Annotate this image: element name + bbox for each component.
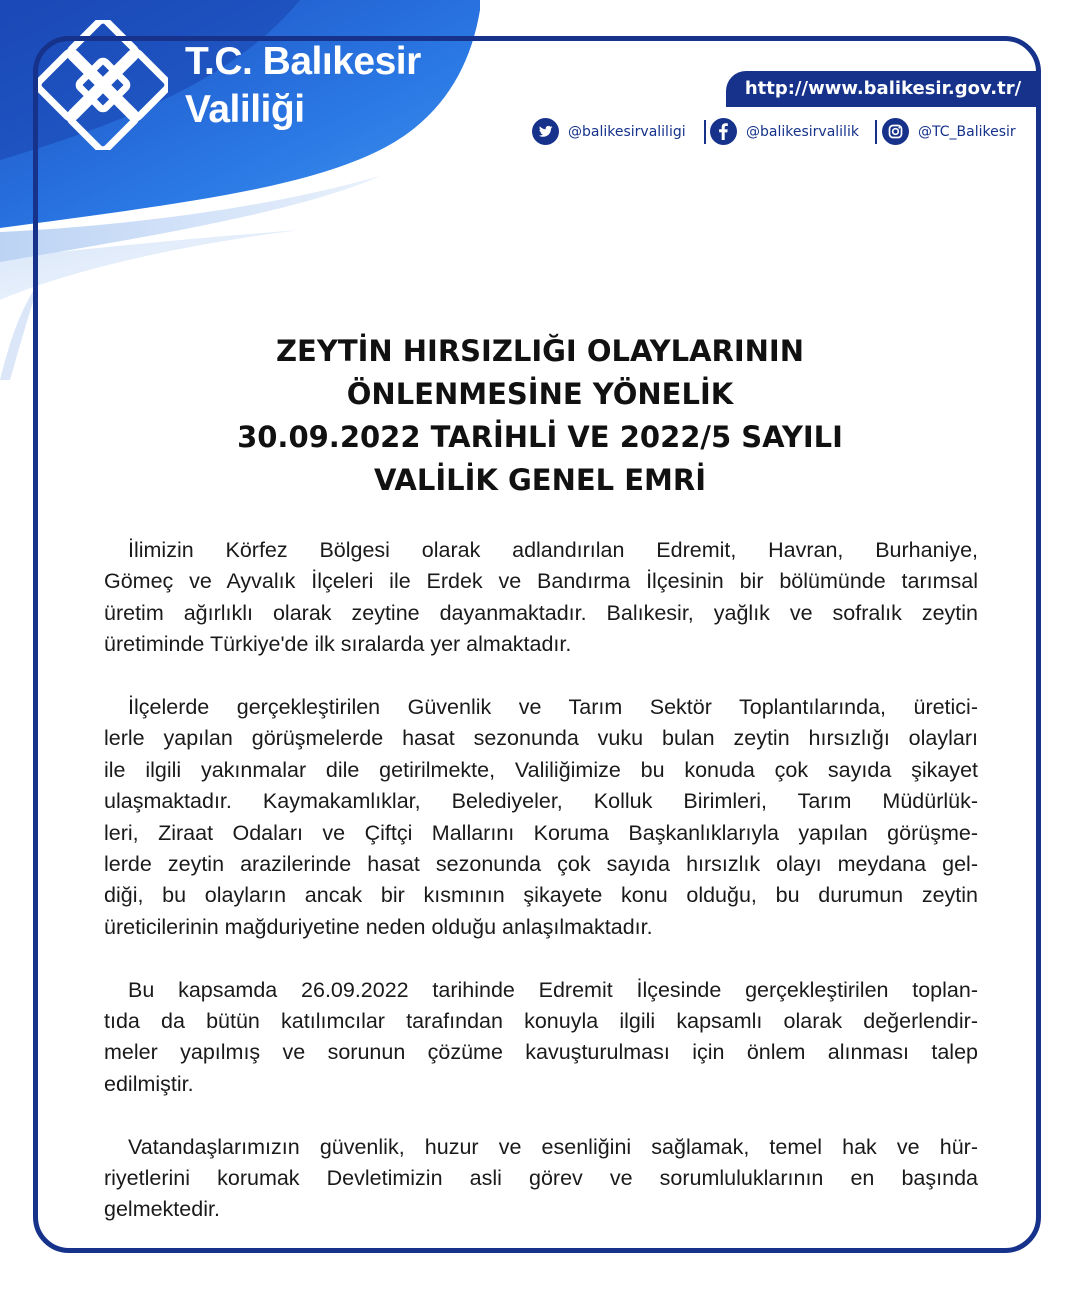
paragraph-line: edilmiştir. [104,1071,194,1096]
paragraph [104,975,978,1101]
social-divider [704,120,706,144]
paragraph-line: lerle yapılan görüşmelerde hasat sezonunda vuku bulan zeytin hırsızlığı olayları [104,726,978,751]
paragraph [104,1132,978,1226]
paragraph [104,535,978,661]
document-body [104,535,978,1257]
paragraph-line: üretim ağırlıklı olarak zeytine dayanmaktadır. Balıkesir, yağlık ve sofralık zeytin [104,600,978,625]
paragraph-line: Gömeç ve Ayvalık İlçeleri ile Erdek ve Bandırma İlçesinin bir bölümünde tarımsal [104,569,978,594]
social-links [532,117,1032,147]
twitter-handle[interactable]: @balikesirvaliligi [568,124,686,140]
paragraph-line: tıda da bütün katılımcılar tarafından konuyla ilgili kapsamlı olarak değerlendir- [104,1009,978,1034]
social-divider [875,120,877,144]
paragraph-line: Vatandaşlarımızın güvenlik, huzur ve esenliğini sağlamak, temel hak ve hür- [128,1134,978,1159]
paragraph-line: leri, Ziraat Odaları ve Çiftçi Mallarını Koruma Başkanlıklarıyla yapılan görüşme- [104,820,978,845]
paragraph-line: riyetlerini korumak Devletimizin asli görev ve sorumluluklarının en başında [104,1166,978,1191]
paragraph-line: ulaşmaktadır. Kaymakamlıklar, Belediyeler, Kolluk Birimleri, Tarım Müdürlük- [104,789,978,814]
paragraph-line: İlçelerde gerçekleştirilen Güvenlik ve Tarım Sektör Toplantılarında, üretici- [128,695,978,720]
brand-subtitle: Valiliği [185,88,305,131]
title-line: VALİLİK GENEL EMRİ [373,463,707,497]
facebook-icon [710,118,737,145]
paragraph-line: gelmektedir. [104,1197,220,1222]
paragraph-line: İlimizin Körfez Bölgesi olarak adlandırılan Edremit, Havran, Burhaniye, [128,538,978,562]
document-title [100,330,980,502]
paragraph [104,692,978,943]
title-line: ÖNLENMESİNE YÖNELİK [346,377,734,411]
title-line: 30.09.2022 TARİHLİ VE 2022/5 SAYILI [237,420,843,454]
paragraph-line: lerde zeytin arazilerinde hasat sezonunda çok sayıda hırsızlık olayı meydana gel- [104,852,978,877]
title-line: ZEYTİN HIRSIZLIĞI OLAYLARININ [275,334,804,368]
paragraph-line: meler yapılmış ve sorunun çözüme kavuşturulması için önlem alınması talep [104,1040,978,1065]
paragraph-line: üreticilerinin mağduriyetine neden olduğu anlaşılmaktadır. [104,914,653,939]
instagram-handle[interactable]: @TC_Balikesir [918,124,1016,140]
twitter-icon [532,118,559,145]
paragraph-line: üretiminde Türkiye'de ilk sıralarda yer almaktadır. [104,632,572,657]
instagram-icon [882,118,909,145]
paragraph-line: diği, bu olayların ancak bir kısmının şikayete konu olduğu, bu durumun zeytin [104,883,978,908]
paragraph-line: ile ilgili yakınmalar dile getirilmekte, Valiliğimize bu konuda çok sayıda şikayet [104,757,978,782]
brand-name: T.C. Balıkesir [185,40,421,83]
paragraph-line: Bu kapsamda 26.09.2022 tarihinde Edremit İlçesinde gerçekleştirilen toplan- [128,977,978,1002]
website-url-tab[interactable] [726,71,1040,107]
facebook-handle[interactable]: @balikesirvalilik [746,124,859,140]
website-url[interactable]: http://www.balikesir.gov.tr/ [744,78,1022,99]
